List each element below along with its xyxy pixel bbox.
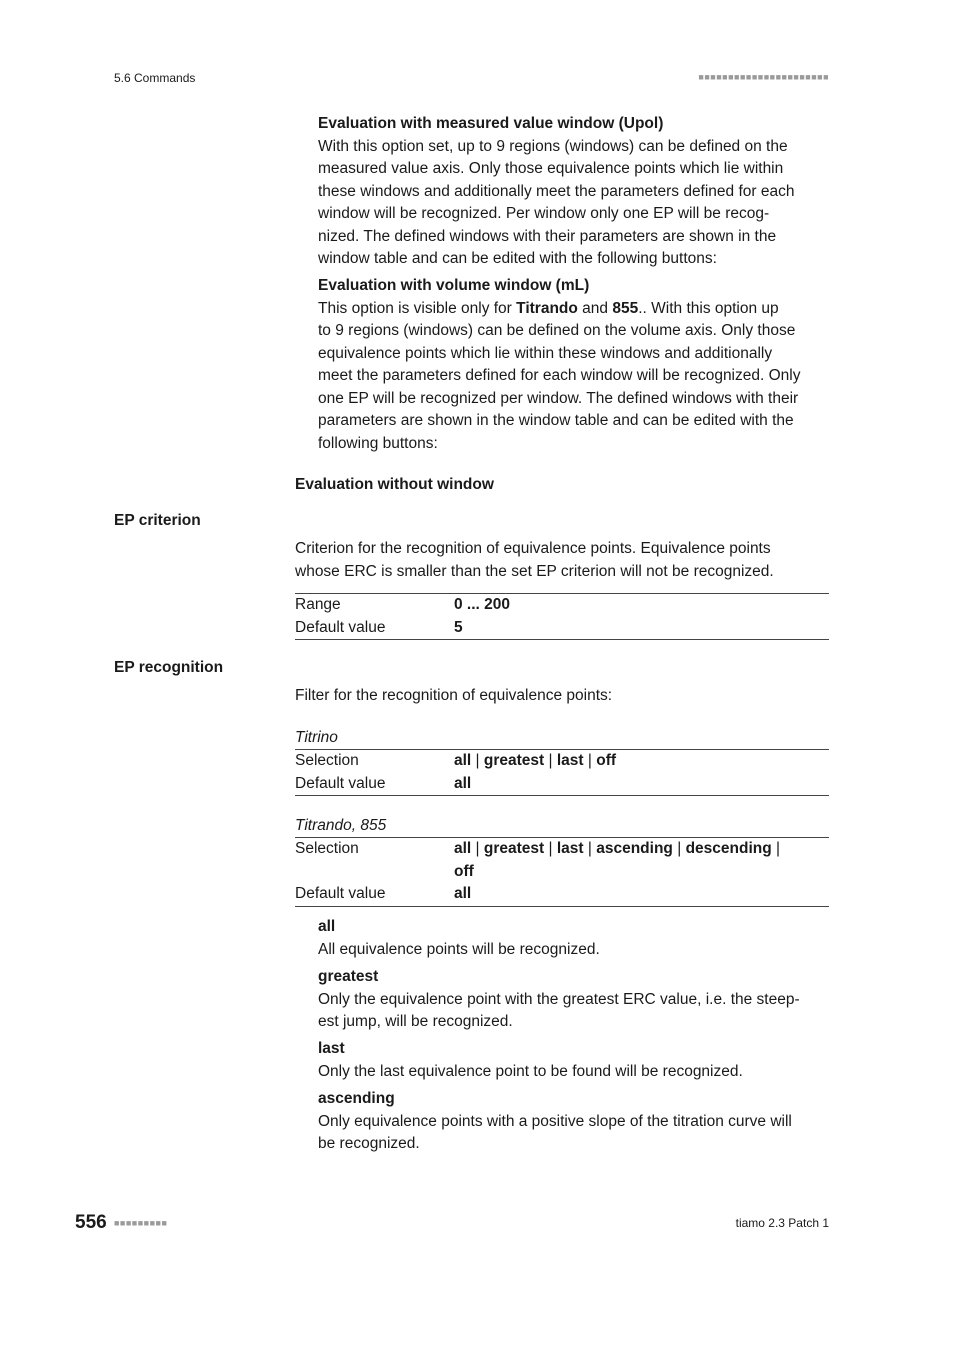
volume-line: to 9 regions (windows) can be defined on the volume axis. Only those [318, 322, 796, 339]
definition-greatest [318, 966, 829, 1034]
definition-text: All equivalence points will be recognized. [318, 940, 600, 958]
titrando-table [295, 815, 829, 907]
volume-line: parameters are shown in the window table and can be edited with the [318, 412, 794, 429]
header-decorative-dots: ■■■■■■■■■■■■■■■■■■■■■■ [698, 72, 829, 82]
upol-line: nized. The defined windows with their parameters are shown in the [318, 227, 777, 245]
titrando-selection-options: all | greatest | last | ascending | descending | off [454, 840, 781, 880]
ep-criterion-description: Criterion for the recognition of equivalence points. Equivalence points whose ERC is smaller than the set EP criterion will not be recognized. [295, 540, 774, 580]
upol-body [318, 136, 829, 271]
volume-title: Evaluation with volume window (mL) [318, 277, 590, 294]
definition-term: all [318, 918, 336, 935]
ep-criterion-table [295, 593, 829, 640]
table-row: Default value 5 [295, 618, 463, 636]
definition-text: Only the equivalence point with the greatest ERC value, i.e. the steep- est jump, will be recognized. [318, 990, 800, 1030]
footer-decorative-dots: ■■■■■■■■■ [114, 1218, 168, 1228]
volume-line: one EP will be recognized per window. The defined windows with their [318, 389, 799, 407]
titrino-selection-options: all | greatest | last | off [454, 752, 617, 769]
running-header-section: 5.6 Commands [114, 71, 196, 85]
footer-product-name: tiamo 2.3 Patch 1 [735, 1216, 829, 1230]
titrino-table [295, 727, 829, 796]
upol-line: window will be recognized. Per window only one EP will be recog- [318, 205, 770, 222]
titrino-caption: Titrino [295, 729, 338, 746]
ep-recognition-intro: Filter for the recognition of equivalence points: [295, 687, 613, 704]
upol-line: With this option set, up to 9 regions (windows) can be defined on the [318, 137, 788, 155]
ep-criterion-heading: EP criterion [114, 512, 201, 529]
upol-line: these windows and additionally meet the parameters defined for each [318, 182, 795, 200]
page-number: 556 [75, 1212, 107, 1233]
evaluation-without-window-heading: Evaluation without window [295, 476, 494, 493]
upol-line: window table and can be edited with the following buttons: [318, 250, 717, 267]
upol-line: measured value axis. Only those equivalence points which lie within [318, 160, 784, 177]
definition-ascending [318, 1088, 829, 1156]
definition-all [318, 916, 829, 961]
table-row: Default value all [295, 885, 472, 902]
volume-section [318, 275, 829, 455]
table-row: Range 0 ... 200 [295, 596, 511, 613]
volume-line: meet the parameters defined for each window will be recognized. Only [318, 367, 801, 384]
definition-term: greatest [318, 968, 379, 985]
definition-term: ascending [318, 1090, 395, 1107]
volume-line-first: This option is visible only for Titrando and 855.. With this option up [318, 299, 779, 317]
definition-text: Only the last equivalence point to be found will be recognized. [318, 1062, 743, 1080]
upol-title: Evaluation with measured value window (Upol) [318, 115, 664, 132]
volume-body [318, 298, 829, 456]
ep-recognition-heading: EP recognition [114, 659, 224, 676]
definition-text: Only equivalence points with a positive slope of the titration curve will be recognized. [318, 1112, 792, 1152]
table-row: Selection all | greatest | last | ascending | descending | off [295, 838, 829, 884]
volume-line: following buttons: [318, 434, 438, 452]
volume-line: equivalence points which lie within these windows and additionally [318, 344, 773, 362]
table-row: Selection all | greatest | last | off [295, 750, 829, 773]
definition-last [318, 1038, 829, 1083]
upol-section [318, 113, 829, 271]
table-row: Default value all [295, 774, 472, 792]
definition-term: last [318, 1040, 345, 1057]
titrando-caption: Titrando, 855 [295, 817, 387, 834]
